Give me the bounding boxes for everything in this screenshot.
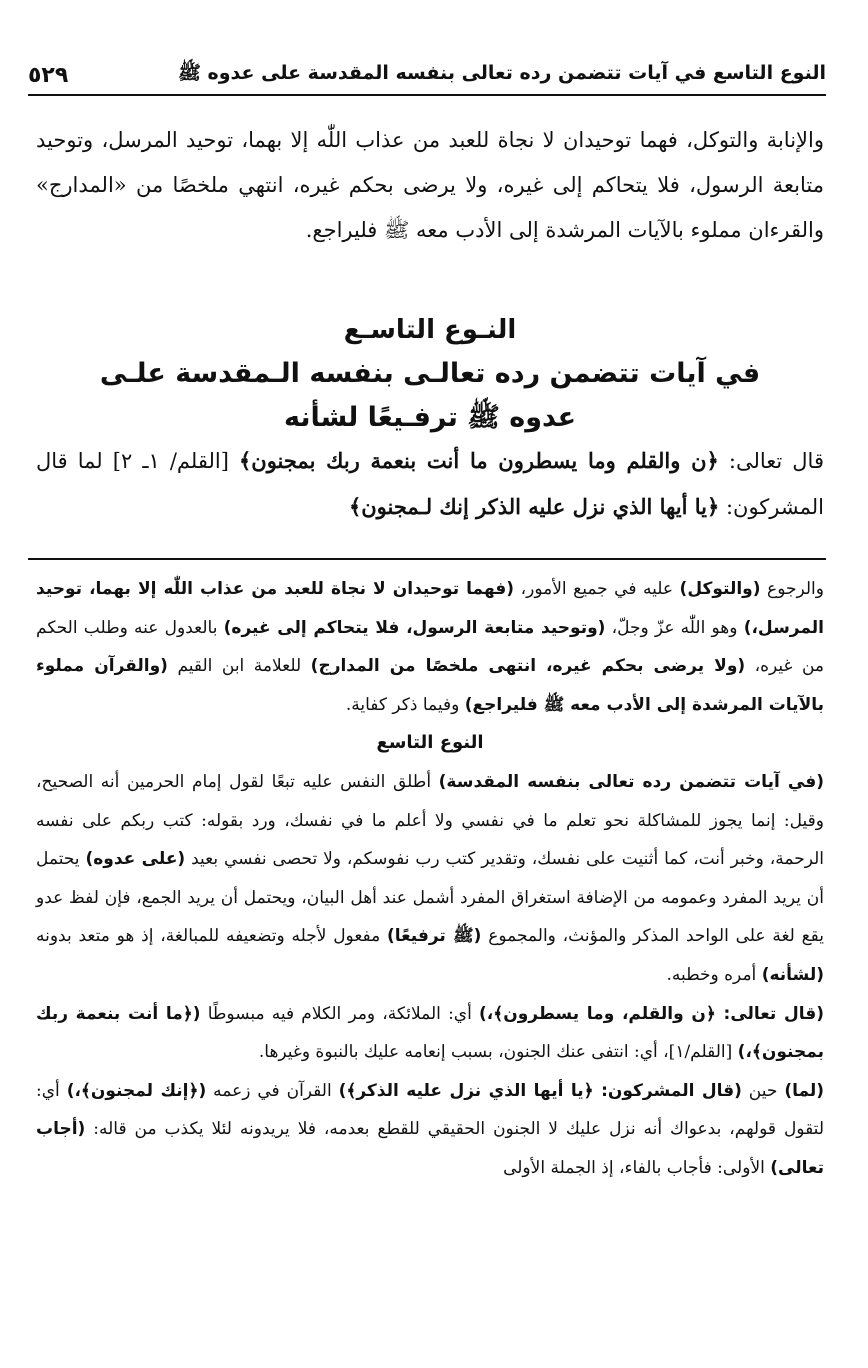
commentary-paragraph-1 [36,570,824,724]
commentary-text: [القلم/١]، أي: انتفى عنك الجنون، بسبب إنعامه عليك بالنبوة وغيرها. [258,1042,738,1063]
bold-matn-quote: (أجاب تعالى) [36,1119,824,1178]
quran-verse-1: ﴿ن والقلم وما يسطرون ما أنت بنعمة ربك بمجنون﴾ [238,448,719,473]
bold-matn-quote: (﴿إنك لمجنون﴾،) [66,1080,207,1101]
verse-paragraph [36,438,824,530]
commentary-text: الأولى: فأجاب بالفاء، إذ الجملة الأولى [503,1157,771,1178]
bold-matn-quote: (ولا يرضى بحكم غيره، انتهى ملخصًا من المدارج) [310,656,746,677]
matn-paragraph: والإنابة والتوكل، فهما توحيدان لا نجاة للعبد من عذاب اللّٰه إلا بهما، توحيد المرسل، وتوحيد متابعة الرسول، فلا يتحاكم إلى غيره، ولا يرضى بحكم غيره، انتهي ملخصًا من «المدارج» والقرءان مملوء بالآيات المرشدة إلى الأدب معه ﷺ فليراجع. [36,128,824,242]
bold-matn-quote: (﴿ما أنت بنعمة ربك بمجنون﴾،) [36,1003,824,1063]
bold-matn-quote: (فهما توحيدان لا نجاة للعبد من عذاب اللّٰه إلا بهما، توحيد المرسل،) [36,579,824,638]
commentary-text: حين [741,1080,785,1101]
page-number: ٥٢٩ [28,62,69,88]
bold-matn-quote: (لشأنه) [761,964,824,985]
footnote-divider [28,558,826,560]
quran-verse-2: ﴿يا أيها الذي نزل عليه الذكر إنك لـمجنون﴾ [348,494,720,519]
verse-intro: قال تعالى: [718,449,824,473]
commentary-paragraph-2 [36,763,824,995]
commentary-text: والرجوع [760,579,824,599]
commentary [36,570,824,1188]
header-rule [28,94,826,96]
commentary-paragraph-4 [36,1072,824,1188]
commentary-text: يحتمل أن يريد المفرد وعمومه من الإضافة استغراق المفرد أشمل عند أهل البيان، ويحتمل أن يريد الجمع، فإن لفظ عدو يقع لغة على الواحد المذكر والمؤنث، والمجموع [36,849,824,947]
commentary-text: أي: الملائكة، ومر الكلام فيه مبسوطًا [200,1003,480,1024]
commentary-sub-heading: النوع التاسع [376,732,484,754]
commentary-text: مفعول لأجله وتضعيفه للمبالغة، إذ هو متعد بدونه [36,926,388,947]
commentary-text: القرآن في زعمه [206,1080,339,1101]
bold-matn-quote: (قال تعالى: ﴿ن والقلم، وما يسطرون﴾،) [479,1003,824,1024]
section-heading-line-2: في آيات تتضمن رده تعالـى بنفسه الـمقدسة علـى [99,358,761,389]
running-header [28,60,826,90]
bold-matn-quote: (قال المشركون: ﴿يا أيها الذي نزل عليه الذكر﴾) [338,1080,742,1101]
section-heading-line-3: عدوه ﷺ ترفـيعًا لشأنه [283,402,577,433]
running-title: النوع التاسع في آيات تتضمن رده تعالى بنفسه المقدسة على عدوه ﷺ [177,62,826,84]
commentary-paragraph-3 [36,995,824,1072]
bold-matn-quote: (والتوكل) [679,579,761,599]
commentary-text: أطلق النفس عليه تبعًا لقول إمام الحرمين أنه الصحيح، وقيل: إنما يجوز للمشاكلة نحو تعلم ما في نفسي ولا أعلم ما في نفسك، ورد بقوله: كتب ربكم على نفسه الرحمة، وخبر أنت، كما أثنيت على نفسك، وتقدير كتب رب نفوسكم، ولا تحصى نفسي بعيد [36,771,824,870]
commentary-text: بالعدول عنه وطلب الحكم من غيره، [36,617,825,677]
commentary-text: وفيما ذكر كفاية. [345,694,465,715]
commentary-text: وهو اللّٰه عزّ وجلّ، [605,617,744,638]
commentary-text: أمره وخطبه. [666,964,762,985]
commentary-text: للعلامة ابن القيم [167,656,311,677]
bold-matn-quote: (في آيات تتضمن رده تعالى بنفسه المقدسة) [438,771,824,792]
section-heading-line-1: النـوع التاسـع [343,315,517,345]
commentary-text: عليه في جميع الأمور، [514,579,680,599]
bold-matn-quote: (لما) [784,1080,825,1101]
commentary-text: أي: لتقول قولهم، بدعواك أنه نزل عليك لا الجنون الحقيقي للقطع بعدمه، فلا يريدونه لئلا يكذب من قاله: [36,1080,824,1140]
bold-matn-quote: (ﷺ ترفيعًا) [387,926,482,947]
section-heading [36,308,824,440]
bold-matn-quote: (وتوحيد متابعة الرسول، فلا يتحاكم إلى غيره) [223,617,606,638]
bold-matn-quote: (والقرآن مملوء بالآيات المرشدة إلى الأدب معه ﷺ فليراجع) [36,656,824,715]
bold-matn-quote: (على عدوه) [85,849,186,870]
verse-reference: [القلم/ ١ـ ٢] لما قال المشركون: [36,449,824,519]
